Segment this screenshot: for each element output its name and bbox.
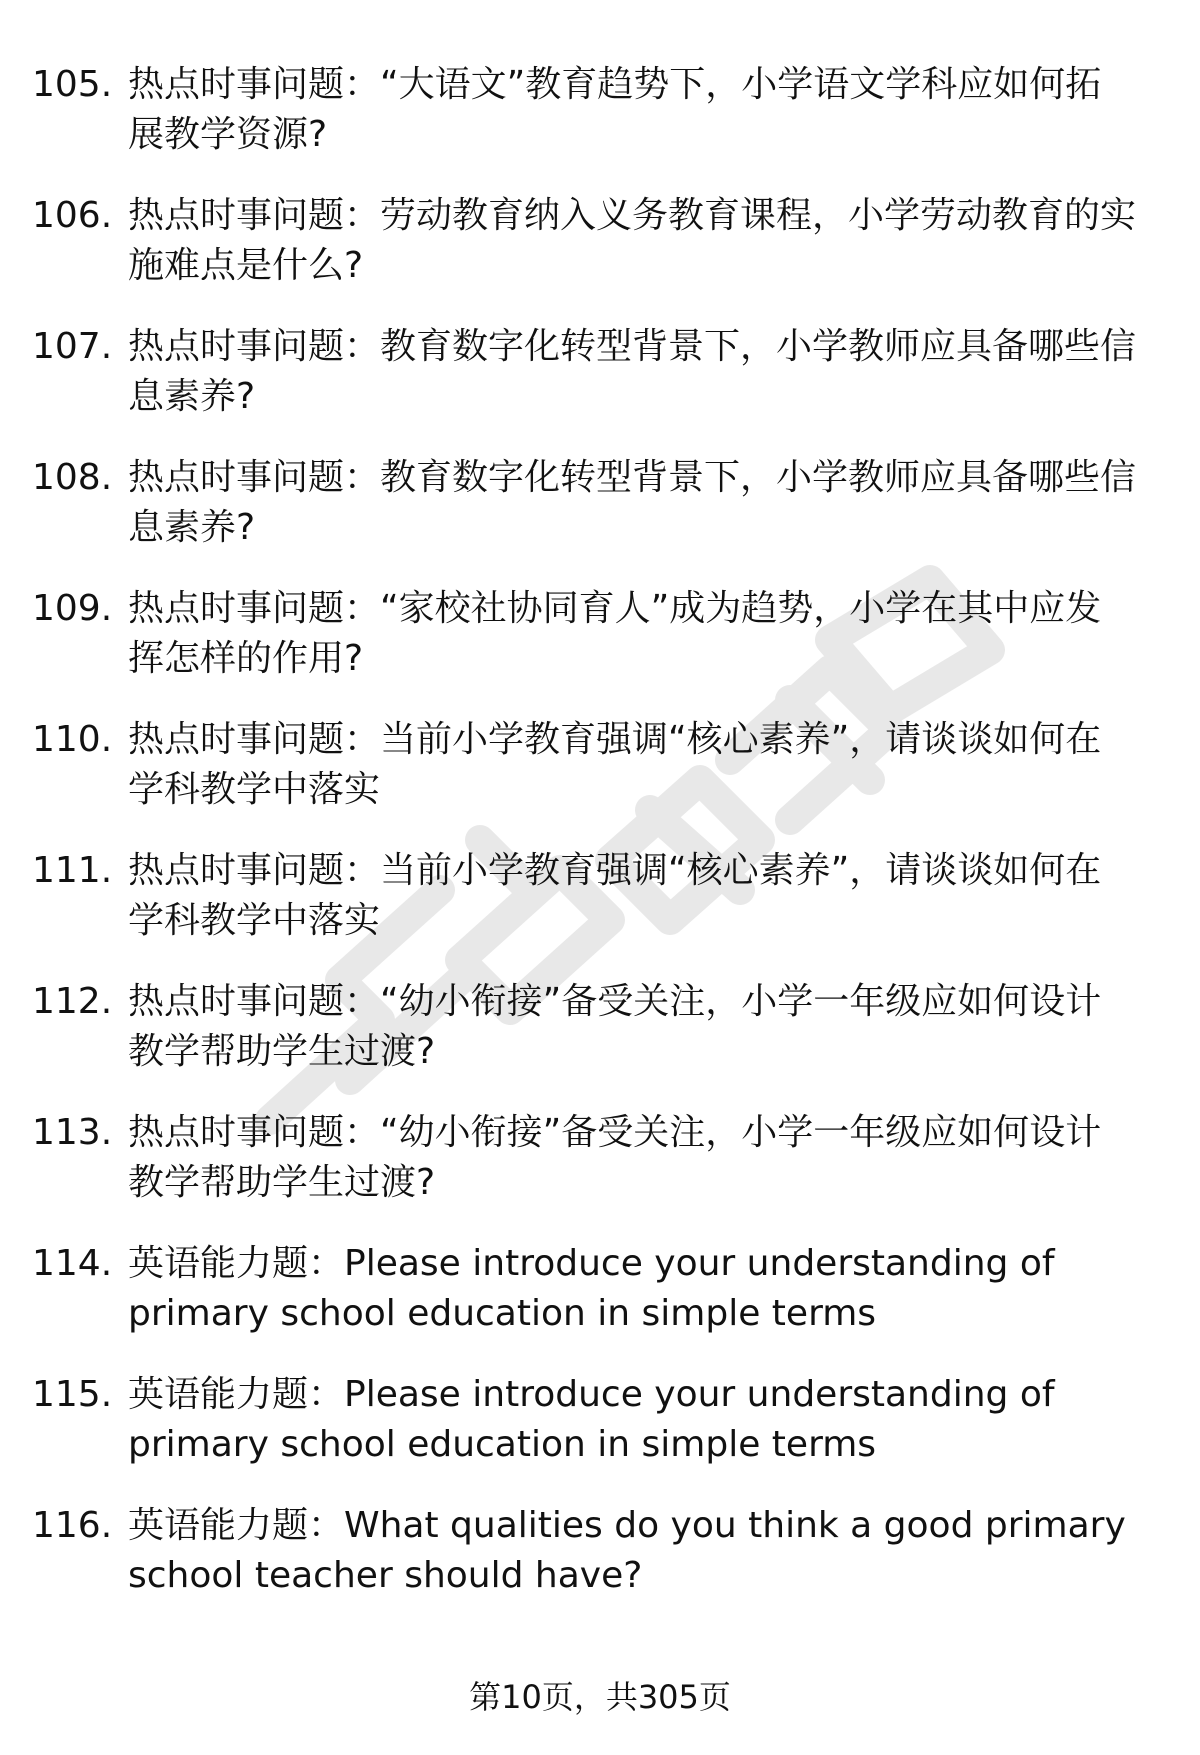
question-text-line: school teacher should have? [128,1555,643,1596]
question-text-line: 息素养? [128,376,256,417]
question-item [0,453,1200,563]
question-item [0,1370,1200,1480]
question-text [128,846,1148,946]
question-text-line: 热点时事问题：教育数字化转型背景下，小学教师应具备哪些信 [128,326,1137,367]
question-number: 115. [32,1374,113,1415]
question-text-line: 英语能力题：What qualities do you think a good primary [128,1505,1126,1546]
question-text-line: 学科教学中落实 [128,769,381,810]
question-number: 116. [32,1505,113,1546]
question-text [128,322,1148,422]
question-text [128,1239,1148,1339]
question-text-line: 热点时事问题：教育数字化转型背景下，小学教师应具备哪些信 [128,457,1137,498]
question-item [0,1501,1200,1611]
question-text-line: 息素养? [128,507,256,548]
question-text [128,453,1148,553]
question-text [128,1501,1148,1601]
question-number: 108. [32,457,113,498]
question-text [128,1108,1148,1208]
question-item [0,846,1200,956]
question-text-line: primary school education in simple terms [128,1424,877,1465]
question-number: 113. [32,1112,113,1153]
question-item [0,60,1200,170]
page-number-footer: 第10页，共305页 [469,1678,731,1716]
question-text-line: 热点时事问题：“大语文”教育趋势下，小学语文学科应如何拓 [128,64,1102,105]
question-item [0,1239,1200,1349]
question-text [128,715,1148,815]
question-item [0,584,1200,694]
question-text-line: 展教学资源? [128,114,328,155]
question-item [0,715,1200,825]
question-number: 110. [32,719,113,760]
question-number: 105. [32,64,113,105]
question-text [128,584,1148,684]
question-text [128,1370,1148,1470]
question-text-line: 热点时事问题：“家校社协同育人”成为趋势，小学在其中应发 [128,588,1102,629]
question-text-line: 热点时事问题：当前小学教育强调“核心素养”，请谈谈如何在 [128,719,1102,760]
question-text-line: 热点时事问题：“幼小衔接”备受关注，小学一年级应如何设计 [128,981,1102,1022]
question-item [0,322,1200,432]
question-text-line: 教学帮助学生过渡? [128,1031,436,1072]
question-number: 106. [32,195,113,236]
question-item [0,1108,1200,1218]
question-text-line: 学科教学中落实 [128,900,381,941]
question-text-line: 热点时事问题：“幼小衔接”备受关注，小学一年级应如何设计 [128,1112,1102,1153]
question-number: 112. [32,981,113,1022]
question-item [0,977,1200,1087]
question-text [128,977,1148,1077]
question-number: 107. [32,326,113,367]
question-text-line: 热点时事问题：劳动教育纳入义务教育课程，小学劳动教育的实 [128,195,1137,236]
question-text-line: 英语能力题：Please introduce your understanding of [128,1243,1055,1284]
question-text-line: 教学帮助学生过渡? [128,1162,436,1203]
question-item [0,191,1200,301]
question-text-line: 热点时事问题：当前小学教育强调“核心素养”，请谈谈如何在 [128,850,1102,891]
question-text-line: 英语能力题：Please introduce your understanding of [128,1374,1055,1415]
question-number: 114. [32,1243,113,1284]
question-number: 111. [32,850,113,891]
question-text [128,191,1148,291]
question-text-line: 施难点是什么? [128,245,364,286]
question-number: 109. [32,588,113,629]
question-text-line: primary school education in simple terms [128,1293,877,1334]
question-text [128,60,1148,160]
question-text-line: 挥怎样的作用? [128,638,364,679]
